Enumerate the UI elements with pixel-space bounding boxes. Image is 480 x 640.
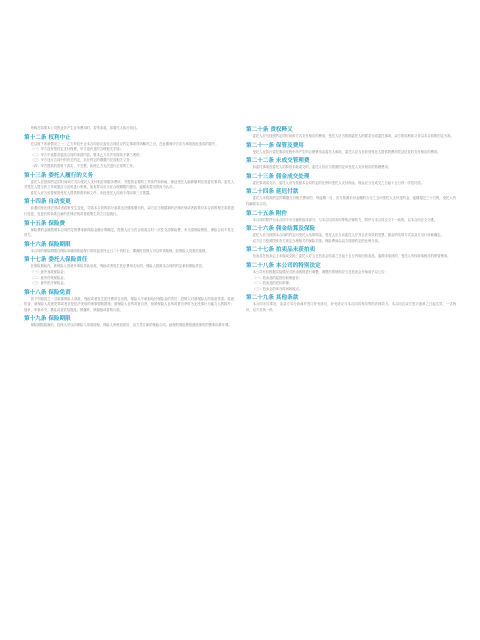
article-block <box>24 134 234 170</box>
article-heading: 第二十九条 其他条款 <box>246 295 299 302</box>
article-block <box>24 220 234 239</box>
article-paragraph: （三）意外医疗保险金。 <box>30 281 67 286</box>
article-block <box>24 126 234 132</box>
article-heading: 第十六条 保险期限 <box>24 241 71 248</box>
article-paragraph: 委托事项成交后，委托人应当按照本合同约定的比例向受托人支付佣金，佣金应当在成交之日起十五日内一次性付清。 <box>252 180 425 185</box>
article-heading: 第二十七条 拍卖品未获拍卖 <box>246 247 316 254</box>
article-paragraph: 双方应当按照国家有关规定办理相关的保险手续，保险费用由双方按照约定的比例分担。 <box>252 238 382 243</box>
article-heading: 第十九条 保险期限 <box>24 316 71 323</box>
article-paragraph: 委托人应按照约定的时间和方式向受托人支付相应的服务费用，并提供必要的工作条件和协助，保证受托人能够顺利完成委托事项。委托人对受托人提交的工作成果应当及时进行审核，如有异议应当在合理期限内提出，逾期未提出的视为认可。 <box>24 179 234 190</box>
article-heading: 第二十一条 保管及费用 <box>246 142 304 149</box>
article-block <box>24 198 234 217</box>
article-heading: 第二十二条 未成交管理费 <box>246 158 310 165</box>
article-block <box>246 142 456 156</box>
left-column <box>24 126 234 331</box>
article-block <box>24 172 234 197</box>
article-paragraph: 委托人应当按照约定的时间和方式支付相应的费用，受托人应当按照委托人的要求完成委托事项，双方的权利和义务以本合同的约定为准。 <box>252 134 454 138</box>
article-paragraph: 如委托事项因委托人的原因未能成交的，委托人仍应当按照约定向受托人支付相应的管理费用。 <box>252 165 392 170</box>
article-paragraph: 本公司有权根据实际情况对拍卖规则进行调整，调整后的规则应当在拍卖会开始前予以公告： <box>252 269 388 274</box>
two-column-body <box>24 126 456 331</box>
article-block <box>246 157 456 171</box>
article-paragraph: 本合同的附件为本合同不可分割的组成部分，与本合同具有同等的法律效力，附件与本合同正文不一致的，以本合同正文为准。 <box>252 217 438 222</box>
article-paragraph: 委托人应当按照本合同的约定向受托人结算佣金，受托人应当向委托人开具合法有效的发票，佣金的结算方式由双方另行协商确定。 <box>252 233 444 238</box>
article-paragraph: 委托人未按照约定的期限支付相关费用的，每逾期一日，应当按照未付金额的万分之五向受托人支付违约金，逾期超过三十日的，受托人有权解除本合同。 <box>246 196 456 206</box>
article-block <box>246 225 456 244</box>
article-paragraph: 拍卖品在拍卖会上未能成交的，委托人应当在拍卖会结束之日起十五日内取回拍卖品，逾期未取回的，受托人有权收取相应的保管费用。 <box>252 254 451 259</box>
article-paragraph: （三）甲方违反合同中的有关约定，未在约定的期限内完成相关义务； <box>30 158 133 163</box>
article-block <box>246 188 456 207</box>
article-heading: 第二十八条 本公司的特别法定 <box>246 262 321 269</box>
article-block <box>246 246 456 260</box>
article-block <box>24 289 234 314</box>
article-heading: 第十八条 保险免责 <box>24 289 71 296</box>
article-block <box>246 126 456 140</box>
article-heading: 第十二条 权利中止 <box>24 134 71 141</box>
right-column <box>246 126 456 316</box>
article-block <box>24 241 234 255</box>
article-paragraph: 受托人在执行委托事项过程中所产生的合理费用由委托人承担，委托人应当在收到受托人提供的费用凭证后及时支付相应的费用。 <box>252 149 441 154</box>
article-heading: 第十四条 自动变更 <box>24 199 71 206</box>
article-block <box>246 210 456 224</box>
article-paragraph: （三）拍卖会的举办时间和地点。 <box>252 286 303 291</box>
article-heading: 第二十四条 延迟付款 <box>246 189 299 196</box>
article-paragraph: （二）拍卖品的竞价阶梯； <box>252 281 293 286</box>
article-paragraph: （二）甲方中途要求更改合同的条款内容，要求乙方另外安排给予第三者的； <box>30 152 143 157</box>
article-paragraph: 所称在如果本公司的业务产生业务费用时，若等条款，如果代人执行项目。 <box>30 126 140 130</box>
article-paragraph: 本合同的保险期限自保险单载明的起保日零时起至终止日二十四时止，期满时投保人可以申请续保，经保险人同意后续保。 <box>30 248 209 253</box>
article-heading: 第二十条 责权释义 <box>246 127 293 133</box>
article-heading: 第十七条 委托人保险责任 <box>24 257 88 264</box>
article-heading: 第二十六条 佣金结算及保险 <box>246 226 316 233</box>
article-paragraph: 如遇国家法律法规或者政策发生变化，导致本合同的部分条款无法继续履行的，双方应当根据新的法律法规或者政策对本合同的相关条款进行变更，变更后的条款自新的法律法规或者政策生效之日起施行。 <box>24 206 234 216</box>
article-heading: 第二十三条 佣金成交处理 <box>246 173 310 180</box>
article-block <box>24 256 234 286</box>
article-paragraph: 委托人应当妥善保管受托人提供的资料和文件，未经受托人同意不得向第三方披露。 <box>30 190 153 195</box>
article-block <box>24 315 234 329</box>
article-heading: 第十三条 委托人履行的义务 <box>24 172 94 179</box>
article-block <box>246 294 456 313</box>
article-paragraph: （二）意外伤残保险金； <box>30 275 67 280</box>
article-paragraph: 本合同未尽事宜，由双方另行协商并签订补充协议，补充协议与本合同具有同等的法律效力。本合同自双方签字盖章之日起生效，一式两份，双方各执一份。 <box>246 302 456 312</box>
article-paragraph: 保险费的金额按照本合同约定的费率和保险金额计算确定，投保人应当在合同成立时一次性交清保险费，未交清保险费的，保险合同不发生效力。 <box>24 227 234 238</box>
article-block <box>246 173 456 187</box>
article-paragraph: （一）甲方没有按约定支付保费，甲方没有及时办理相关手续； <box>30 147 123 152</box>
article-paragraph: （一）意外身故保险金； <box>30 269 67 274</box>
article-paragraph: 在以面下所叙情况之一，乙方有权中止本合同协议直至合同协议约定事项得到解决之日，在此期间甲方应当承担因此造成的损失； <box>30 141 219 146</box>
article-paragraph: 在保险期间内，被保险人因意外事故导致身故、残疾或者发生医疗费用支出的，保险人按照本合同的约定承担保险责任。 <box>30 264 206 269</box>
article-paragraph: （四）甲方提供的资料不真实、不完整，致使乙方无法进行正常的工作。 <box>30 163 137 168</box>
article-heading: 第十五条 保险费 <box>24 220 66 227</box>
article-heading: 第二十五条 附件 <box>246 210 288 217</box>
article-block <box>246 262 456 292</box>
article-paragraph: 因下列原因之一导致被保险人身故、残疾或者发生医疗费用支出的，保险人不承担给付保险金的责任：投保人对被保险人的故意杀害、故意伤害；被保险人故意犯罪或者抗拒依法采取的刑事强制措施；被保险人自伤或者自杀，但被保险人自伤或者自杀时为无民事行为能力人的除外；战争、军事冲突、暴乱或者武装叛乱；核爆炸、核辐射或者核污染。 <box>24 296 234 312</box>
article-paragraph: 保险期限届满后，投保人可以向保险人申请续保，保险人审核同意后，双方签订新的保险合同，续保的保险费按照续保时的费率标准计算。 <box>30 323 232 328</box>
article-paragraph: （一）拍卖品的起拍价和保留价； <box>252 275 303 280</box>
